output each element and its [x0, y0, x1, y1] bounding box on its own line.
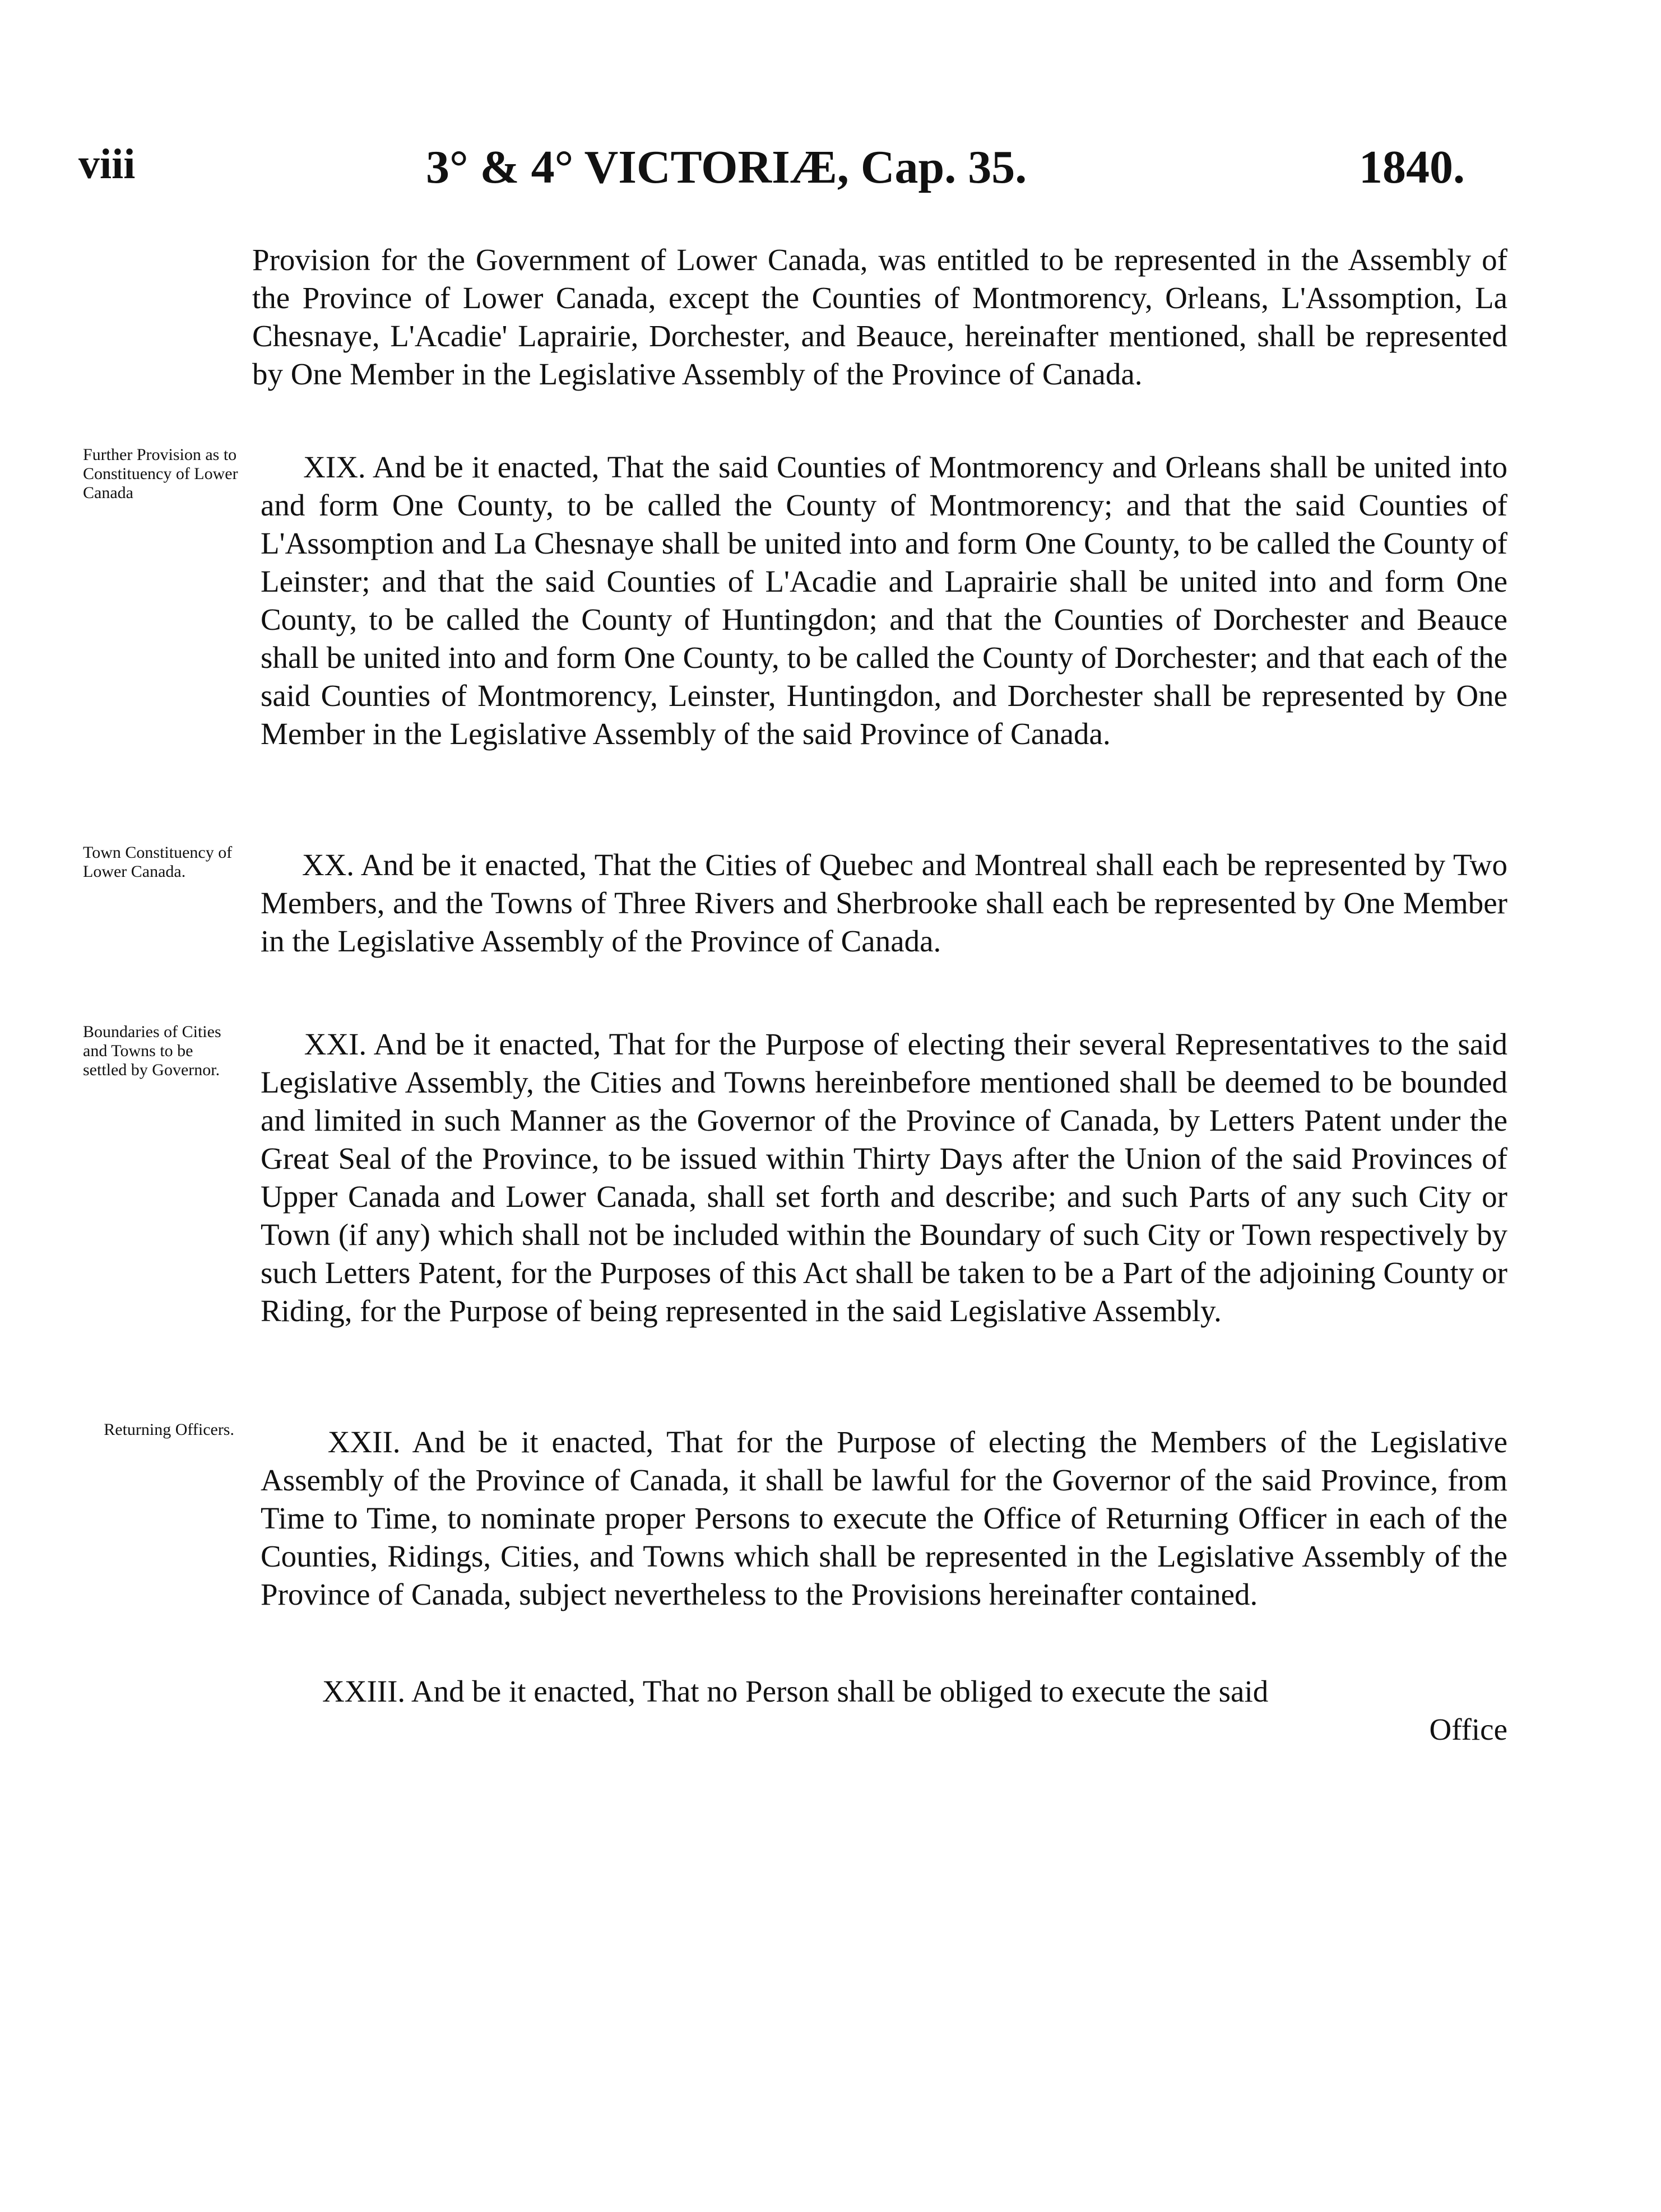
section-text: And be it enacted, That for the Purpose of electing their several Representatives to the said Legislative Assembly, the Cities and Towns hereinbefore mentioned shall be deemed to be bounded and limited in such Manner as the Governor of the Province of Canada, by Letters Patent under the Great Seal of the Province, to be issued within Thirty Days after the Union of the said Provinces of Upper Canada and Lower Canada, shall set forth and describe; and such Parts of any such City or Town (if any) which shall not be included within the Boundary of such City or Town respectively by such Letters Patent, for the Purposes of this Act shall be taken to be a Part of the adjoining County or Riding, for the Purpose of being represented in the said Legislative Assembly.: [261, 1027, 1508, 1328]
page-number: viii: [78, 141, 136, 188]
section-text: And be it enacted, That for the Purpose of electing the Members of the Legislative Assembly of the Province of Canada, it shall be lawful for the Governor of the said Province, from Time to Time, to nominate proper Persons to execute the Office of Returning Officer in each of the Counties, Ridings, Cities, and Towns which shall be represented in the Legislative Assembly of the Province of Canada, subject nevertheless to the Provisions hereinafter contained.: [261, 1425, 1507, 1611]
section-text: And be it enacted, That the said Counties of Montmorency and Orleans shall be united into and form One County, to be called the County of Montmorency; and that the said Counties of L'Assomption and La Chesnaye shall be united into and form One County, to be called the County of Leinster; and that the said Counties of L'Acadie and Laprairie shall be united into and form One County, to be called the County of Huntingdon; and that the Counties of Dorchester and Beauce shall be united into and form One County, to be called the County of Dorchester; and that each of the said Counties of Montmorency, Leinster, Huntingdon, and Dorchester shall be represented by One Member in the Legislative Assembly of the said Province of Canada.: [261, 450, 1508, 751]
section-number: XX.: [301, 848, 355, 882]
section-number: XXII.: [327, 1425, 401, 1459]
section-xix-body: [261, 448, 1507, 753]
marginal-note-xxi: Boundaries of Cities and Towns to be settled by Governor.: [83, 1023, 221, 1079]
running-title: 3° & 4° VICTORIÆ, Cap. 35.: [426, 141, 1027, 193]
section-number: XXIII.: [322, 1674, 406, 1708]
section-xxi-body: [261, 1025, 1507, 1330]
section-number: XIX.: [303, 450, 366, 484]
marginal-note-xix: Further Provision as to Constituency of Lower Canada: [83, 445, 238, 502]
marginal-note-xx: Town Constituency of Lower Canada.: [83, 843, 233, 881]
page-header: [0, 140, 1661, 202]
section-xxiii-body: [322, 1672, 1507, 1711]
marginal-note-xxii: Returning Officers.: [104, 1420, 234, 1439]
page-year: 1840.: [1359, 141, 1465, 193]
section-text: And be it enacted, That no Person shall be obliged to execute the said: [411, 1674, 1269, 1708]
intro-text: Provision for the Government of Lower Canada, was entitled to be represented in the Assembly of the Province of Lower Canada, except the Counties of Montmorency, Orleans, L'Assomption, La Chesnaye, L'Acadie' Laprairie, Dorchester, and Beauce, hereinafter mentioned, shall be represented by One Member in the Legislative Assembly of the Province of Canada.: [252, 243, 1507, 391]
catchword: Office: [1429, 1712, 1507, 1746]
section-xx-body: [261, 846, 1507, 960]
section-xxii-body: [261, 1423, 1507, 1614]
section-number: XXI.: [304, 1027, 367, 1061]
section-text: And be it enacted, That the Cities of Quebec and Montreal shall each be represented by Two Members, and the Towns of Three Rivers and Sherbrooke shall each be represented by One Member in the Legislative Assembly of the Province of Canada.: [261, 848, 1508, 958]
